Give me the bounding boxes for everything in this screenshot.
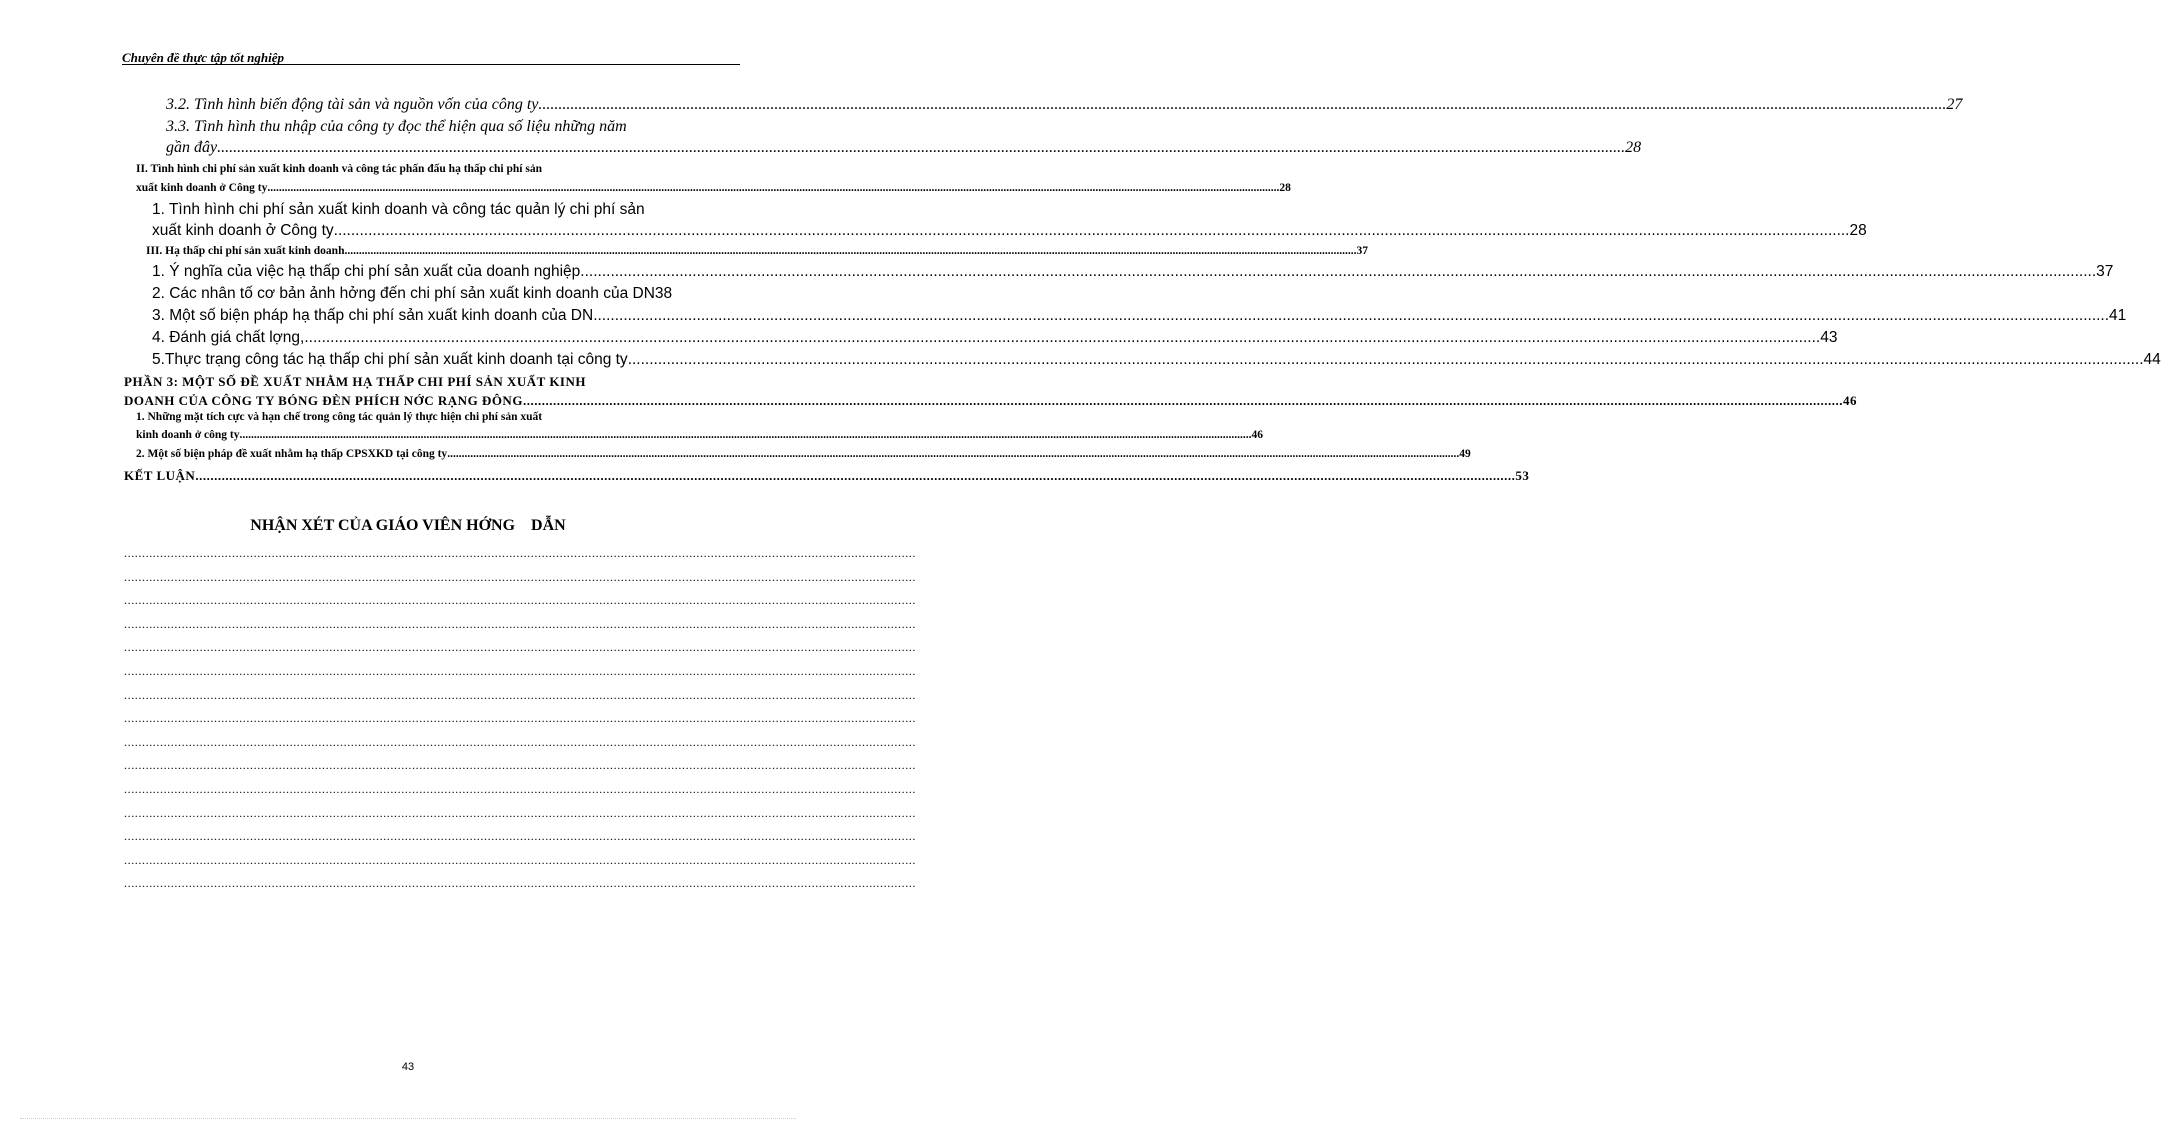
- toc-entry: gần đây ..... 28: [166, 139, 738, 157]
- review-dot-line: ............................................................................................................................................................................................................................: [124, 734, 916, 749]
- toc-entry: 5.Thực trạng công tác hạ thấp chi phí sản xuất kinh doanh tại công ty ..... 44: [152, 351, 738, 369]
- review-dot-line: ............................................................................................................................................................................................................................: [124, 593, 916, 608]
- review-dot-line: ............................................................................................................................................................................................................................: [124, 782, 916, 796]
- review-dot-line: ............................................................................................................................................................................................................................: [124, 616, 916, 631]
- toc-entry: 3.2. Tình hình biến động tài sản và nguồn vốn của công ty ..... 27: [166, 96, 738, 114]
- review-dot-line: ............................................................................................................................................................................................................................: [124, 758, 916, 773]
- toc-entry: 3.3. Tình hình thu nhập của công ty đọc thể hiện qua số liệu những năm: [166, 118, 627, 135]
- toc-entry: 1. Tình hình chi phí sản xuất kinh doanh và công tác quản lý chi phí sản: [152, 201, 645, 218]
- review-dot-line: ............................................................................................................................................................................................................................: [124, 687, 916, 702]
- toc-entry: II. Tình hình chi phí sản xuất kinh doanh và công tác phấn đấu hạ thấp chi phí sản: [136, 163, 542, 175]
- review-dot-line: ............................................................................................................................................................................................................................: [124, 829, 916, 844]
- review-dot-line: ............................................................................................................................................................................................................................: [124, 664, 916, 678]
- toc-entry: 1. Những mặt tích cực và hạn chế trong công tác quản lý thực hiện chi phí sản xuất: [136, 411, 543, 423]
- toc-entry: xuất kinh doanh ở Công ty ..... 28: [136, 182, 738, 194]
- review-title: NHẬN XÉT CỦA GIÁO VIÊN HỚNG DẪN: [250, 517, 566, 534]
- review-dot-line: ............................................................................................................................................................................................................................: [124, 546, 916, 560]
- toc-entry: 1. Ý nghĩa của việc hạ thấp chi phí sản xuất của doanh nghiệp ..... 37: [152, 263, 738, 281]
- toc-entry: 2. Các nhân tố cơ bản ảnh hởng đến chi phí sản xuất kinh doanh của DN 38: [152, 285, 673, 302]
- review-dot-line: ............................................................................................................................................................................................................................: [124, 711, 916, 726]
- toc-entry: xuất kinh doanh ở Công ty ..... 28: [152, 222, 738, 240]
- toc-entry: PHẦN 3: MỘT SỐ ĐỀ XUẤT NHẰM HẠ THẤP CHI PHÍ SẢN XUẤT KINH: [124, 374, 586, 389]
- toc-entry: kinh doanh ở công ty ..... 46: [136, 429, 738, 441]
- review-dot-line: ............................................................................................................................................................................................................................: [124, 876, 916, 891]
- header-divider: [122, 64, 740, 65]
- header-title: Chuyên đề thực tập tốt nghiệp: [122, 50, 284, 65]
- toc-entry: KẾT LUẬN ..... 53: [124, 468, 738, 484]
- review-dot-line: ............................................................................................................................................................................................................................: [124, 852, 916, 867]
- toc-entry: DOANH CỦA CÔNG TY BÓNG ĐÈN PHÍCH NỚC RẠNG ĐÔNG ..... 46: [124, 393, 738, 409]
- footer-divider: [20, 1118, 796, 1119]
- review-dot-line: ............................................................................................................................................................................................................................: [124, 640, 916, 655]
- toc-entry: 3. Một số biện pháp hạ thấp chi phí sản xuất kinh doanh của DN ..... 41: [152, 307, 738, 325]
- page-number: 43: [401, 1061, 415, 1073]
- review-dot-line: ............................................................................................................................................................................................................................: [124, 805, 916, 820]
- toc-entry: 4. Đánh giá chất lợng, ..... 43: [152, 329, 738, 347]
- toc-entry: III. Hạ thấp chi phí sản xuất kinh doanh ..... 37: [146, 245, 738, 257]
- toc-entry: 2. Một số biện pháp đề xuất nhằm hạ thấp CPSXKD tại công ty ..... 49: [136, 448, 738, 460]
- review-dot-line: ............................................................................................................................................................................................................................: [124, 569, 916, 584]
